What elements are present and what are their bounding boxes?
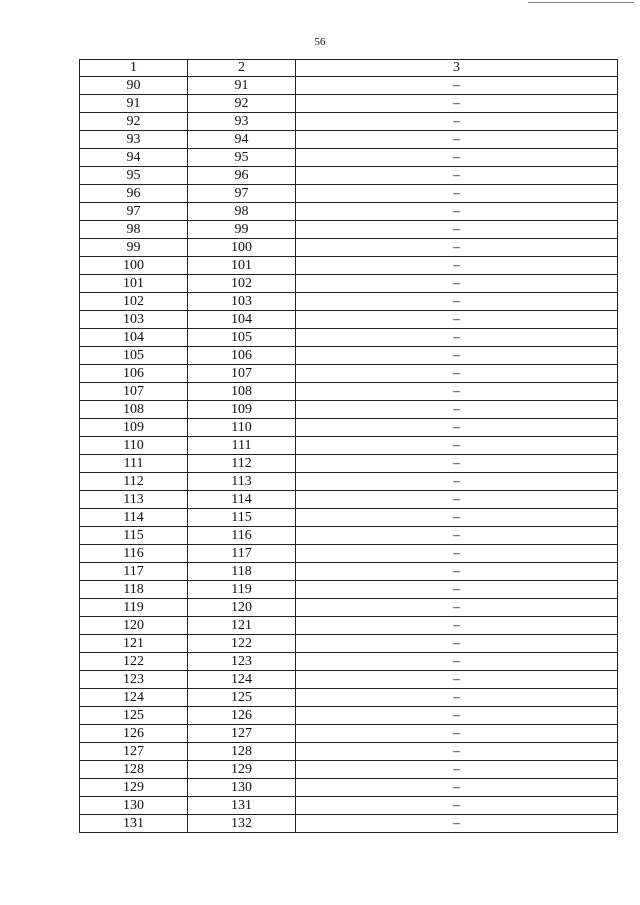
table-cell-col-1: 125	[80, 707, 188, 725]
table-cell-col-2: 125	[188, 689, 296, 707]
table-row	[80, 293, 618, 311]
table-row	[80, 149, 618, 167]
table-cell-col-2: 104	[188, 311, 296, 329]
table-cell-col-2: 112	[188, 455, 296, 473]
table-cell-col-2: 98	[188, 203, 296, 221]
table-cell-col-2: 105	[188, 329, 296, 347]
table-row	[80, 329, 618, 347]
table-cell-col-1: 107	[80, 383, 188, 401]
table-row	[80, 95, 618, 113]
table-cell-col-3: –	[296, 509, 618, 527]
table-cell-col-3: –	[296, 545, 618, 563]
table-cell-col-3: –	[296, 455, 618, 473]
table-cell-col-1: 93	[80, 131, 188, 149]
table-cell-col-1: 103	[80, 311, 188, 329]
table-cell-col-1: 100	[80, 257, 188, 275]
table-row	[80, 563, 618, 581]
table-row	[80, 653, 618, 671]
table-row	[80, 473, 618, 491]
table-cell-col-2: 132	[188, 815, 296, 833]
column-header-1: 1	[80, 60, 188, 77]
table-row	[80, 239, 618, 257]
table-row	[80, 725, 618, 743]
table-cell-col-1: 105	[80, 347, 188, 365]
table-cell-col-1: 102	[80, 293, 188, 311]
table-cell-col-2: 108	[188, 383, 296, 401]
table-cell-col-2: 115	[188, 509, 296, 527]
table-cell-col-1: 90	[80, 77, 188, 95]
table-cell-col-2: 127	[188, 725, 296, 743]
table-row	[80, 779, 618, 797]
table-row	[80, 509, 618, 527]
table-cell-col-3: –	[296, 275, 618, 293]
table-row	[80, 401, 618, 419]
table-cell-col-2: 118	[188, 563, 296, 581]
table-cell-col-2: 102	[188, 275, 296, 293]
table-cell-col-2: 103	[188, 293, 296, 311]
table-row	[80, 203, 618, 221]
table-cell-col-1: 122	[80, 653, 188, 671]
table-cell-col-3: –	[296, 617, 618, 635]
table-cell-col-2: 113	[188, 473, 296, 491]
table-cell-col-3: –	[296, 257, 618, 275]
table-cell-col-3: –	[296, 185, 618, 203]
table-cell-col-1: 117	[80, 563, 188, 581]
table-row	[80, 671, 618, 689]
table-row	[80, 131, 618, 149]
table-cell-col-3: –	[296, 311, 618, 329]
table-cell-col-3: –	[296, 563, 618, 581]
table-cell-col-3: –	[296, 95, 618, 113]
table-cell-col-2: 126	[188, 707, 296, 725]
table-cell-col-1: 111	[80, 455, 188, 473]
table-row	[80, 257, 618, 275]
table-body	[80, 60, 618, 833]
table-row	[80, 437, 618, 455]
table-cell-col-3: –	[296, 653, 618, 671]
table-cell-col-3: –	[296, 419, 618, 437]
table-cell-col-3: –	[296, 437, 618, 455]
table-cell-col-3: –	[296, 401, 618, 419]
table-row	[80, 527, 618, 545]
table-cell-col-1: 112	[80, 473, 188, 491]
table-cell-col-3: –	[296, 581, 618, 599]
table-cell-col-2: 95	[188, 149, 296, 167]
table-cell-col-3: –	[296, 815, 618, 833]
top-edge-rule	[528, 2, 634, 3]
column-header-3: 3	[296, 60, 618, 77]
table-cell-col-1: 130	[80, 797, 188, 815]
table-cell-col-3: –	[296, 635, 618, 653]
table-header-row	[80, 60, 618, 77]
table-cell-col-3: –	[296, 527, 618, 545]
table-row	[80, 617, 618, 635]
table-cell-col-1: 131	[80, 815, 188, 833]
table-row	[80, 689, 618, 707]
table-cell-col-1: 110	[80, 437, 188, 455]
table-cell-col-2: 111	[188, 437, 296, 455]
table-cell-col-3: –	[296, 761, 618, 779]
table-row	[80, 311, 618, 329]
table-cell-col-3: –	[296, 221, 618, 239]
table-cell-col-2: 109	[188, 401, 296, 419]
table-cell-col-2: 128	[188, 743, 296, 761]
table-cell-col-2: 107	[188, 365, 296, 383]
table-cell-col-1: 118	[80, 581, 188, 599]
table-cell-col-1: 114	[80, 509, 188, 527]
table-cell-col-3: –	[296, 725, 618, 743]
table-cell-col-2: 120	[188, 599, 296, 617]
table-cell-col-2: 96	[188, 167, 296, 185]
table-row	[80, 599, 618, 617]
table-cell-col-3: –	[296, 689, 618, 707]
table-cell-col-2: 116	[188, 527, 296, 545]
table-cell-col-1: 99	[80, 239, 188, 257]
data-table	[79, 59, 618, 833]
table-row	[80, 707, 618, 725]
table-cell-col-1: 108	[80, 401, 188, 419]
page-number: 56	[314, 36, 326, 48]
table-cell-col-3: –	[296, 365, 618, 383]
table-cell-col-1: 126	[80, 725, 188, 743]
table-cell-col-1: 94	[80, 149, 188, 167]
table-cell-col-1: 113	[80, 491, 188, 509]
table-row	[80, 797, 618, 815]
table-row	[80, 221, 618, 239]
table-cell-col-3: –	[296, 707, 618, 725]
table-cell-col-1: 127	[80, 743, 188, 761]
table-cell-col-1: 121	[80, 635, 188, 653]
table-cell-col-2: 121	[188, 617, 296, 635]
table-cell-col-1: 129	[80, 779, 188, 797]
table-cell-col-1: 104	[80, 329, 188, 347]
table-cell-col-2: 114	[188, 491, 296, 509]
table-row	[80, 383, 618, 401]
table-cell-col-3: –	[296, 239, 618, 257]
table-cell-col-2: 117	[188, 545, 296, 563]
table-cell-col-2: 106	[188, 347, 296, 365]
table-cell-col-3: –	[296, 671, 618, 689]
table-row	[80, 635, 618, 653]
table-row	[80, 77, 618, 95]
table-cell-col-3: –	[296, 491, 618, 509]
table-cell-col-3: –	[296, 383, 618, 401]
table-cell-col-2: 91	[188, 77, 296, 95]
table-cell-col-3: –	[296, 167, 618, 185]
table-cell-col-2: 93	[188, 113, 296, 131]
table-cell-col-1: 91	[80, 95, 188, 113]
table-cell-col-1: 109	[80, 419, 188, 437]
table-cell-col-2: 123	[188, 653, 296, 671]
table-row	[80, 347, 618, 365]
table-cell-col-2: 94	[188, 131, 296, 149]
table-cell-col-2: 124	[188, 671, 296, 689]
table-cell-col-3: –	[296, 797, 618, 815]
table-cell-col-1: 97	[80, 203, 188, 221]
table-row	[80, 761, 618, 779]
table-row	[80, 815, 618, 833]
table-row	[80, 491, 618, 509]
table-cell-col-1: 92	[80, 113, 188, 131]
table-cell-col-3: –	[296, 473, 618, 491]
table-cell-col-1: 98	[80, 221, 188, 239]
table-cell-col-1: 96	[80, 185, 188, 203]
table-cell-col-1: 115	[80, 527, 188, 545]
table-cell-col-3: –	[296, 203, 618, 221]
table-row	[80, 419, 618, 437]
table-cell-col-3: –	[296, 149, 618, 167]
table-cell-col-1: 119	[80, 599, 188, 617]
table-cell-col-2: 131	[188, 797, 296, 815]
table-cell-col-2: 97	[188, 185, 296, 203]
table-row	[80, 581, 618, 599]
table-cell-col-3: –	[296, 131, 618, 149]
table-row	[80, 455, 618, 473]
table-row	[80, 275, 618, 293]
table-cell-col-1: 101	[80, 275, 188, 293]
table-cell-col-1: 95	[80, 167, 188, 185]
table-row	[80, 743, 618, 761]
table-cell-col-2: 130	[188, 779, 296, 797]
column-header-2: 2	[188, 60, 296, 77]
table-cell-col-2: 110	[188, 419, 296, 437]
table-cell-col-3: –	[296, 599, 618, 617]
table-cell-col-2: 92	[188, 95, 296, 113]
table-cell-col-3: –	[296, 77, 618, 95]
table-cell-col-1: 116	[80, 545, 188, 563]
table-cell-col-3: –	[296, 293, 618, 311]
table-cell-col-2: 122	[188, 635, 296, 653]
table-row	[80, 545, 618, 563]
table-cell-col-3: –	[296, 329, 618, 347]
table-row	[80, 185, 618, 203]
table-cell-col-2: 129	[188, 761, 296, 779]
table-row	[80, 113, 618, 131]
table-cell-col-2: 99	[188, 221, 296, 239]
table-cell-col-2: 101	[188, 257, 296, 275]
table-cell-col-3: –	[296, 347, 618, 365]
table-cell-col-1: 120	[80, 617, 188, 635]
table-cell-col-1: 128	[80, 761, 188, 779]
table-cell-col-2: 100	[188, 239, 296, 257]
table-cell-col-1: 123	[80, 671, 188, 689]
table-cell-col-1: 124	[80, 689, 188, 707]
table-cell-col-3: –	[296, 113, 618, 131]
table-cell-col-3: –	[296, 743, 618, 761]
table-cell-col-3: –	[296, 779, 618, 797]
table-cell-col-1: 106	[80, 365, 188, 383]
table-row	[80, 365, 618, 383]
table-row	[80, 167, 618, 185]
table-cell-col-2: 119	[188, 581, 296, 599]
